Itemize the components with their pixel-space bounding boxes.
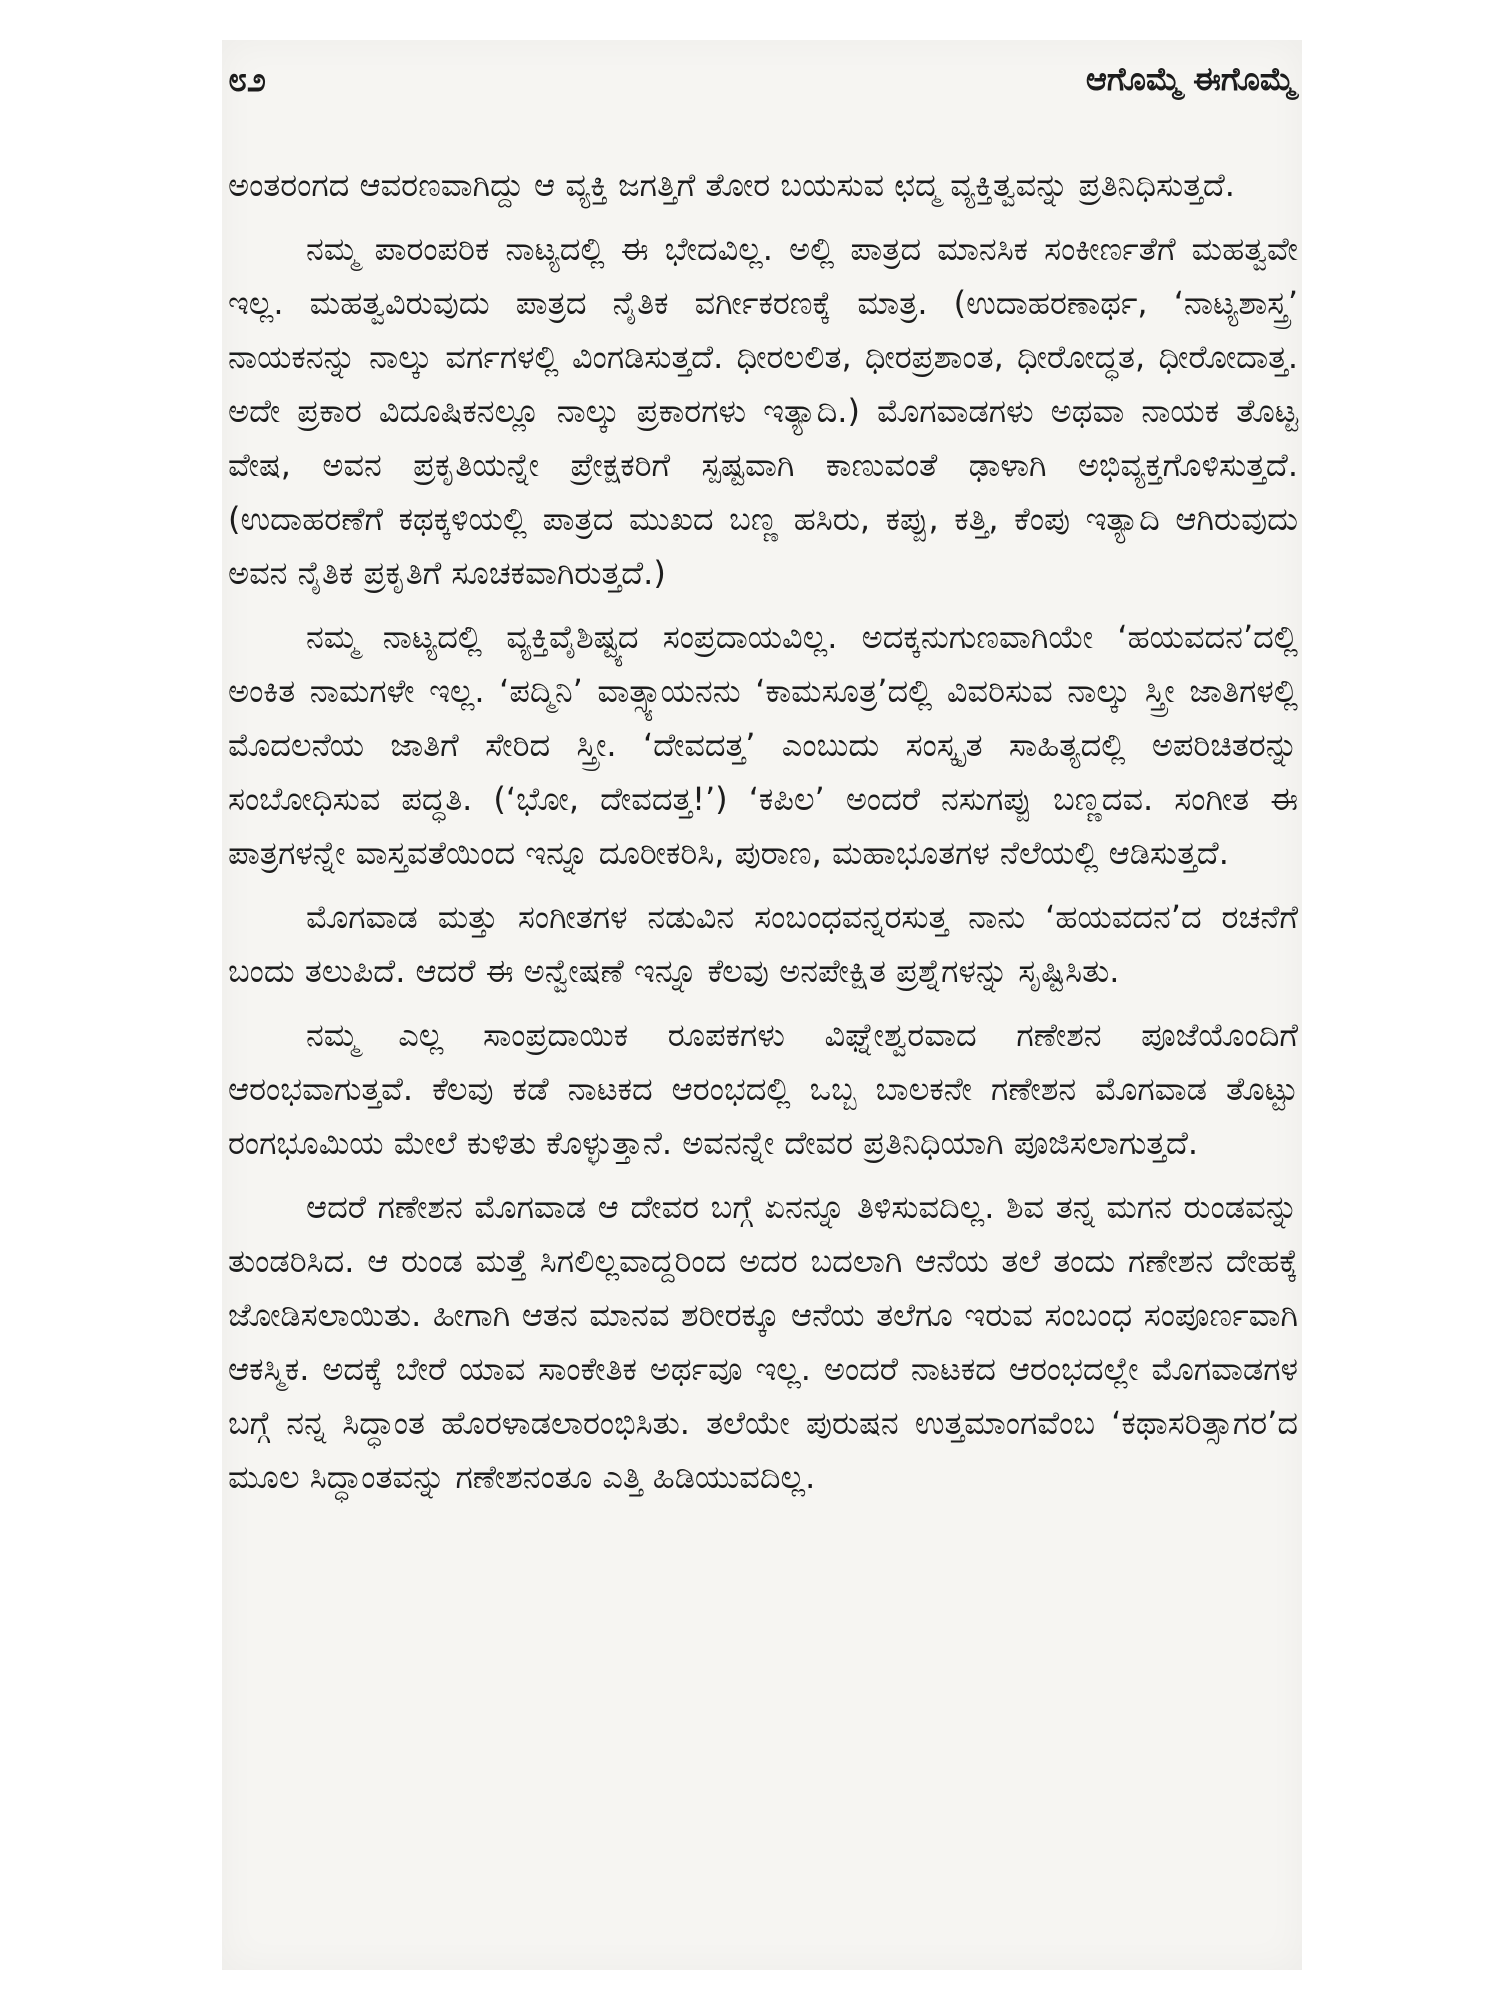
body-text [228,158,1298,1514]
paragraph: ನಮ್ಮ ನಾಟ್ಯದಲ್ಲಿ ವ್ಯಕ್ತಿವೈಶಿಷ್ಟ್ಯದ ಸಂಪ್ರದಾಯವಿಲ್ಲ. ಅದಕ್ಕನುಗುಣವಾಗಿಯೇ ‘ಹಯವದನ’ದಲ್ಲಿ ಅಂಕಿತ ನಾಮಗಳೇ ಇಲ್ಲ. ‘ಪದ್ಮಿನಿ’ ವಾತ್ಸ್ಯಾಯನನು ‘ಕಾಮಸೂತ್ರ’ದಲ್ಲಿ ವಿವರಿಸುವ ನಾಲ್ಕು ಸ್ತ್ರೀ ಜಾತಿಗಳಲ್ಲಿ ಮೊದಲನೆಯ ಜಾತಿಗೆ ಸೇರಿದ ಸ್ತ್ರೀ. ‘ದೇವದತ್ತ’ ಎಂಬುದು ಸಂಸ್ಕೃತ ಸಾಹಿತ್ಯದಲ್ಲಿ ಅಪರಿಚಿತರನ್ನು ಸಂಬೋಧಿಸುವ ಪದ್ಧತಿ. (‘ಭೋ, ದೇವದತ್ತ!’) ‘ಕಪಿಲ’ ಅಂದರೆ ನಸುಗಪ್ಪು ಬಣ್ಣದವ. ಸಂಗೀತ ಈ ಪಾತ್ರಗಳನ್ನೇ ವಾಸ್ತವತೆಯಿಂದ ಇನ್ನೂ ದೂರೀಕರಿಸಿ, ಪುರಾಣ, ಮಹಾಭೂತಗಳ ನೆಲೆಯಲ್ಲಿ ಆಡಿಸುತ್ತದೆ. [228,618,1298,872]
page-number: ೮೨ [228,60,267,100]
paragraph: ಆದರೆ ಗಣೇಶನ ಮೊಗವಾಡ ಆ ದೇವರ ಬಗ್ಗೆ ಏನನ್ನೂ ತಿಳಿಸುವದಿಲ್ಲ. ಶಿವ ತನ್ನ ಮಗನ ರುಂಡವನ್ನು ತುಂಡರಿಸಿದ. ಆ ರುಂಡ ಮತ್ತೆ ಸಿಗಲಿಲ್ಲವಾದ್ದರಿಂದ ಅದರ ಬದಲಾಗಿ ಆನೆಯ ತಲೆ ತಂದು ಗಣೇಶನ ದೇಹಕ್ಕೆ ಜೋಡಿಸಲಾಯಿತು. ಹೀಗಾಗಿ ಆತನ ಮಾನವ ಶರೀರಕ್ಕೂ ಆನೆಯ ತಲೆಗೂ ಇರುವ ಸಂಬಂಧ ಸಂಪೂರ್ಣವಾಗಿ ಆಕಸ್ಮಿಕ. ಅದಕ್ಕೆ ಬೇರೆ ಯಾವ ಸಾಂಕೇತಿಕ ಅರ್ಥವೂ ಇಲ್ಲ. ಅಂದರೆ ನಾಟಕದ ಆರಂಭದಲ್ಲೇ ಮೊಗವಾಡಗಳ ಬಗ್ಗೆ ನನ್ನ ಸಿದ್ಧಾಂತ ಹೊರಳಾಡಲಾರಂಭಿಸಿತು. ತಲೆಯೇ ಪುರುಷನ ಉತ್ತಮಾಂಗವೆಂಬ ‘ಕಥಾಸರಿತ್ಸಾಗರ’ದ ಮೂಲ ಸಿದ್ಧಾಂತವನ್ನು ಗಣೇಶನಂತೂ ಎತ್ತಿ ಹಿಡಿಯುವದಿಲ್ಲ. [228,1188,1298,1496]
page-header [228,60,1296,120]
paragraph: ಅಂತರಂಗದ ಆವರಣವಾಗಿದ್ದು ಆ ವ್ಯಕ್ತಿ ಜಗತ್ತಿಗೆ ತೋರ ಬಯಸುವ ಛದ್ಮ ವ್ಯಕ್ತಿತ್ವವನ್ನು ಪ್ರತಿನಿಧಿಸುತ್ತದೆ. [228,166,1235,204]
paragraph: ನಮ್ಮ ಪಾರಂಪರಿಕ ನಾಟ್ಯದಲ್ಲಿ ಈ ಭೇದವಿಲ್ಲ. ಅಲ್ಲಿ ಪಾತ್ರದ ಮಾನಸಿಕ ಸಂಕೀರ್ಣತೆಗೆ ಮಹತ್ವವೇ ಇಲ್ಲ. ಮಹತ್ವವಿರುವುದು ಪಾತ್ರದ ನೈತಿಕ ವರ್ಗೀಕರಣಕ್ಕೆ ಮಾತ್ರ. (ಉದಾಹರಣಾರ್ಥ, ‘ನಾಟ್ಯಶಾಸ್ತ್ರ’ ನಾಯಕನನ್ನು ನಾಲ್ಕು ವರ್ಗಗಳಲ್ಲಿ ವಿಂಗಡಿಸುತ್ತದೆ. ಧೀರಲಲಿತ, ಧೀರಪ್ರಶಾಂತ, ಧೀರೋದ್ಧತ, ಧೀರೋದಾತ್ತ. ಅದೇ ಪ್ರಕಾರ ವಿದೂಷಿಕನಲ್ಲೂ ನಾಲ್ಕು ಪ್ರಕಾರಗಳು ಇತ್ಯಾದಿ.) ಮೊಗವಾಡಗಳು ಅಥವಾ ನಾಯಕ ತೊಟ್ಟ ವೇಷ, ಅವನ ಪ್ರಕೃತಿಯನ್ನೇ ಪ್ರೇಕ್ಷಕರಿಗೆ ಸ್ಪಷ್ಟವಾಗಿ ಕಾಣುವಂತೆ ಢಾಳಾಗಿ ಅಭಿವ್ಯಕ್ತಗೊಳಿಸುತ್ತದೆ. (ಉದಾಹರಣೆಗೆ ಕಥಕ್ಕಳಿಯಲ್ಲಿ ಪಾತ್ರದ ಮುಖದ ಬಣ್ಣ ಹಸಿರು, ಕಪ್ಪು, ಕತ್ತಿ, ಕೆಂಪು ಇತ್ಯಾದಿ ಆಗಿರುವುದು ಅವನ ನೈತಿಕ ಪ್ರಕೃತಿಗೆ ಸೂಚಕವಾಗಿರುತ್ತದೆ.) [228,230,1298,592]
running-title: ಆಗೊಮ್ಮೆ ಈಗೊಮ್ಮೆ [1085,60,1296,98]
paragraph: ನಮ್ಮ ಎಲ್ಲ ಸಾಂಪ್ರದಾಯಿಕ ರೂಪಕಗಳು ವಿಘ್ನೇಶ್ವರವಾದ ಗಣೇಶನ ಪೂಜೆಯೊಂದಿಗೆ ಆರಂಭವಾಗುತ್ತವೆ. ಕೆಲವು ಕಡೆ ನಾಟಕದ ಆರಂಭದಲ್ಲಿ ಒಬ್ಬ ಬಾಲಕನೇ ಗಣೇಶನ ಮೊಗವಾಡ ತೊಟ್ಟು ರಂಗಭೂಮಿಯ ಮೇಲೆ ಕುಳಿತು ಕೊಳ್ಳುತ್ತಾನೆ. ಅವನನ್ನೇ ದೇವರ ಪ್ರತಿನಿಧಿಯಾಗಿ ಪೂಜಿಸಲಾಗುತ್ತದೆ. [228,1016,1298,1162]
paragraph: ಮೊಗವಾಡ ಮತ್ತು ಸಂಗೀತಗಳ ನಡುವಿನ ಸಂಬಂಧವನ್ನರಸುತ್ತ ನಾನು ‘ಹಯವದನ’ದ ರಚನೆಗೆ ಬಂದು ತಲುಪಿದೆ. ಆದರೆ ಈ ಅನ್ವೇಷಣೆ ಇನ್ನೂ ಕೆಲವು ಅನಪೇಕ್ಷಿತ ಪ್ರಶ್ನೆಗಳನ್ನು ಸೃಷ್ಟಿಸಿತು. [228,898,1298,990]
